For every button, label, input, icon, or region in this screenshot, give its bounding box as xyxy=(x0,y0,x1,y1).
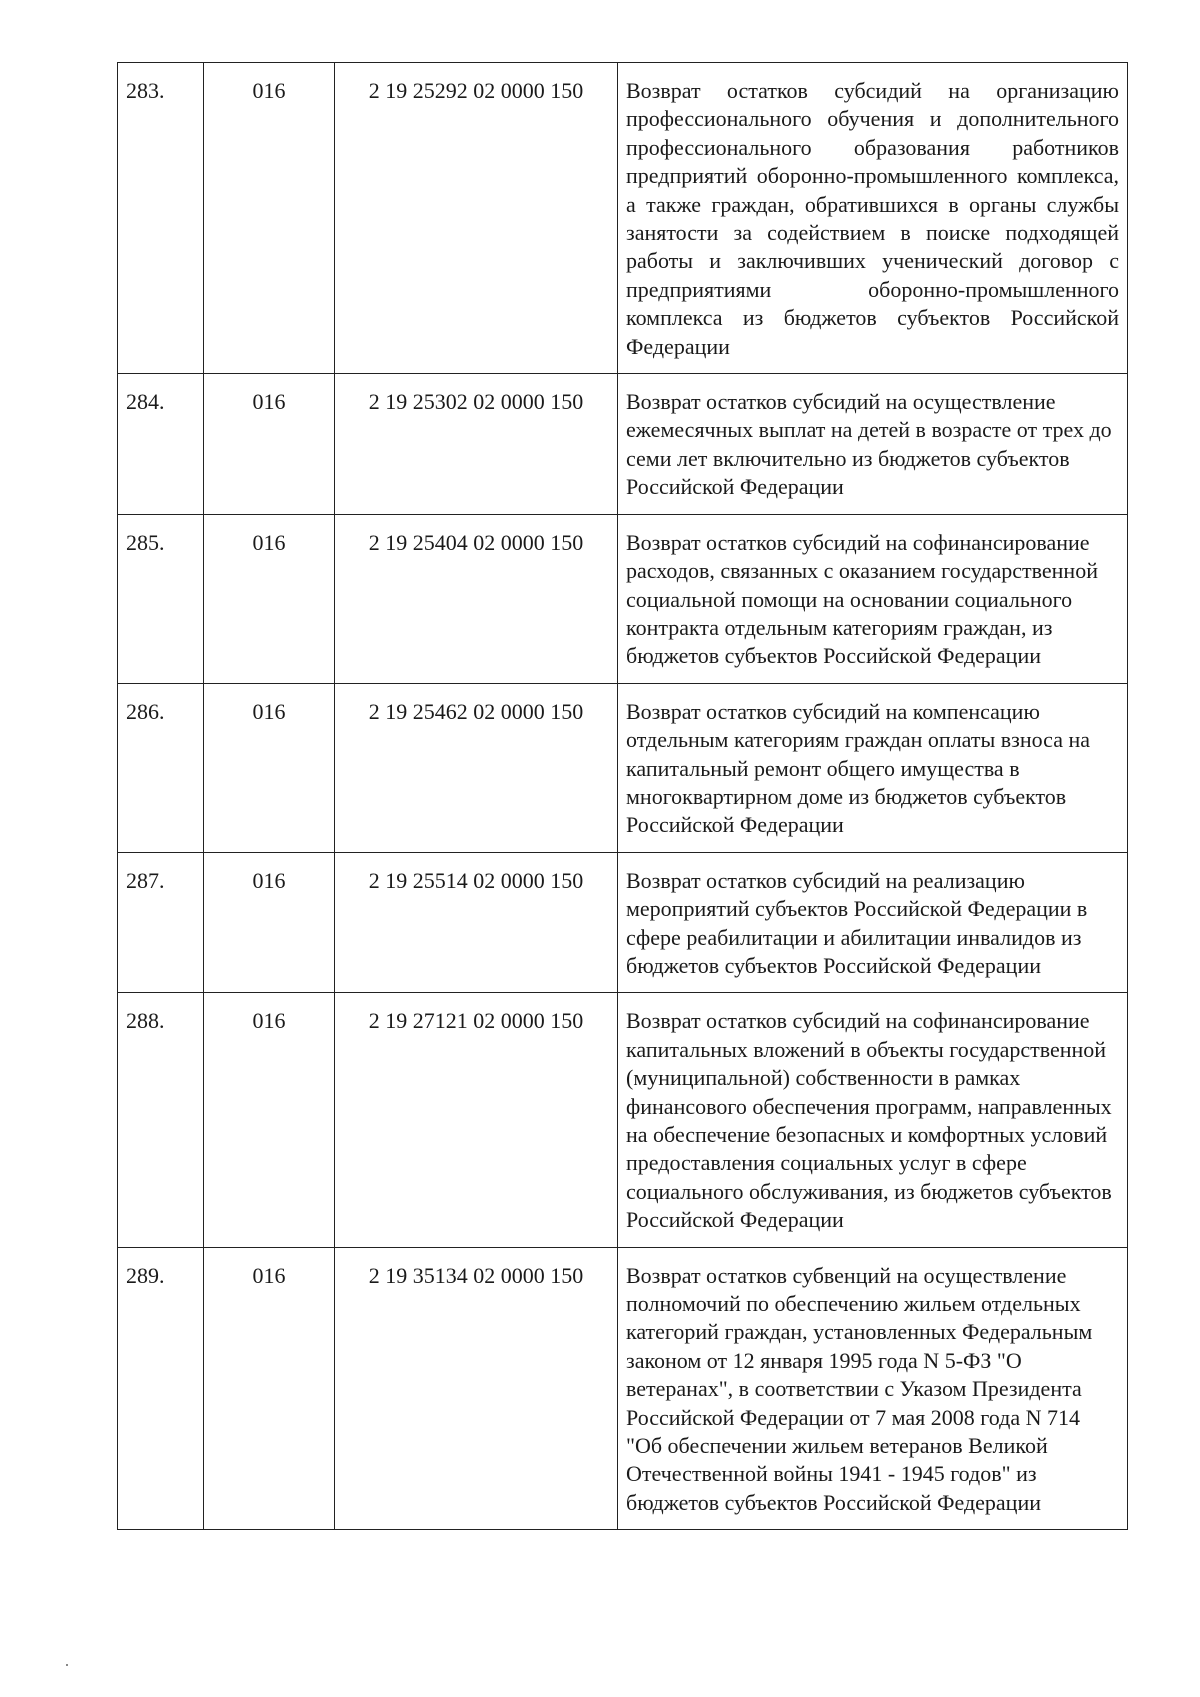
revenue-description: Возврат остатков субсидий на организацию профессионального обучения и дополнительного профессионального образования работников предприятий оборонно-промышленного комплекса, а также граждан, обратившихся в органы службы занятости за содействием в поиске подходящей работы и заключивших ученический договор с предприятиями оборонно-промышленного комплекса из бюджетов субъектов Российской Федерации xyxy=(618,63,1128,374)
administrator-code: 016 xyxy=(204,1247,335,1530)
budget-classification-code: 2 19 25462 02 0000 150 xyxy=(335,683,618,852)
row-number: 289. xyxy=(118,1247,204,1530)
budget-classification-code: 2 19 27121 02 0000 150 xyxy=(335,993,618,1247)
budget-classification-code: 2 19 25404 02 0000 150 xyxy=(335,514,618,683)
table-row xyxy=(118,852,1128,993)
row-number: 284. xyxy=(118,374,204,515)
administrator-code: 016 xyxy=(204,683,335,852)
revenue-description: Возврат остатков субсидий на компенсацию отдельным категориям граждан оплаты взноса на капитальный ремонт общего имущества в многоквартирном доме из бюджетов субъектов Российской Федерации xyxy=(618,683,1128,852)
row-number: 286. xyxy=(118,683,204,852)
row-number: 283. xyxy=(118,63,204,374)
row-number: 287. xyxy=(118,852,204,993)
administrator-code: 016 xyxy=(204,63,335,374)
administrator-code: 016 xyxy=(204,374,335,515)
administrator-code: 016 xyxy=(204,993,335,1247)
document-page xyxy=(117,62,1127,1530)
table-row xyxy=(118,514,1128,683)
table-row xyxy=(118,1247,1128,1530)
table-row xyxy=(118,374,1128,515)
revenue-description: Возврат остатков субсидий на осуществление ежемесячных выплат на детей в возрасте от трех до семи лет включительно из бюджетов субъектов Российской Федерации xyxy=(618,374,1128,515)
table-row xyxy=(118,63,1128,374)
revenue-description: Возврат остатков субсидий на софинансирование расходов, связанных с оказанием государственной социальной помощи на основании социального контракта отдельным категориям граждан, из бюджетов субъектов Российской Федерации xyxy=(618,514,1128,683)
revenue-description: Возврат остатков субвенций на осуществление полномочий по обеспечению жильем отдельных категорий граждан, установленных Федеральным законом от 12 января 1995 года N 5-ФЗ "О ветеранах", в соответствии с Указом Президента Российской Федерации от 7 мая 2008 года N 714 "Об обеспечении жильем ветеранов Великой Отечественной войны 1941 - 1945 годов" из бюджетов субъектов Российской Федерации xyxy=(618,1247,1128,1530)
row-number: 288. xyxy=(118,993,204,1247)
budget-classification-code: 2 19 25292 02 0000 150 xyxy=(335,63,618,374)
scan-speck xyxy=(66,1664,68,1666)
table-row xyxy=(118,993,1128,1247)
administrator-code: 016 xyxy=(204,514,335,683)
budget-classification-code: 2 19 25302 02 0000 150 xyxy=(335,374,618,515)
budget-classification-code: 2 19 25514 02 0000 150 xyxy=(335,852,618,993)
administrator-code: 016 xyxy=(204,852,335,993)
revenue-codes-table xyxy=(117,62,1128,1530)
revenue-description: Возврат остатков субсидий на реализацию мероприятий субъектов Российской Федерации в сфере реабилитации и абилитации инвалидов из бюджетов субъектов Российской Федерации xyxy=(618,852,1128,993)
budget-classification-code: 2 19 35134 02 0000 150 xyxy=(335,1247,618,1530)
row-number: 285. xyxy=(118,514,204,683)
table-row xyxy=(118,683,1128,852)
revenue-description: Возврат остатков субсидий на софинансирование капитальных вложений в объекты государственной (муниципальной) собственности в рамках финансового обеспечения программ, направленных на обеспечение безопасных и комфортных условий предоставления социальных услуг в сфере социального обслуживания, из бюджетов субъектов Российской Федерации xyxy=(618,993,1128,1247)
